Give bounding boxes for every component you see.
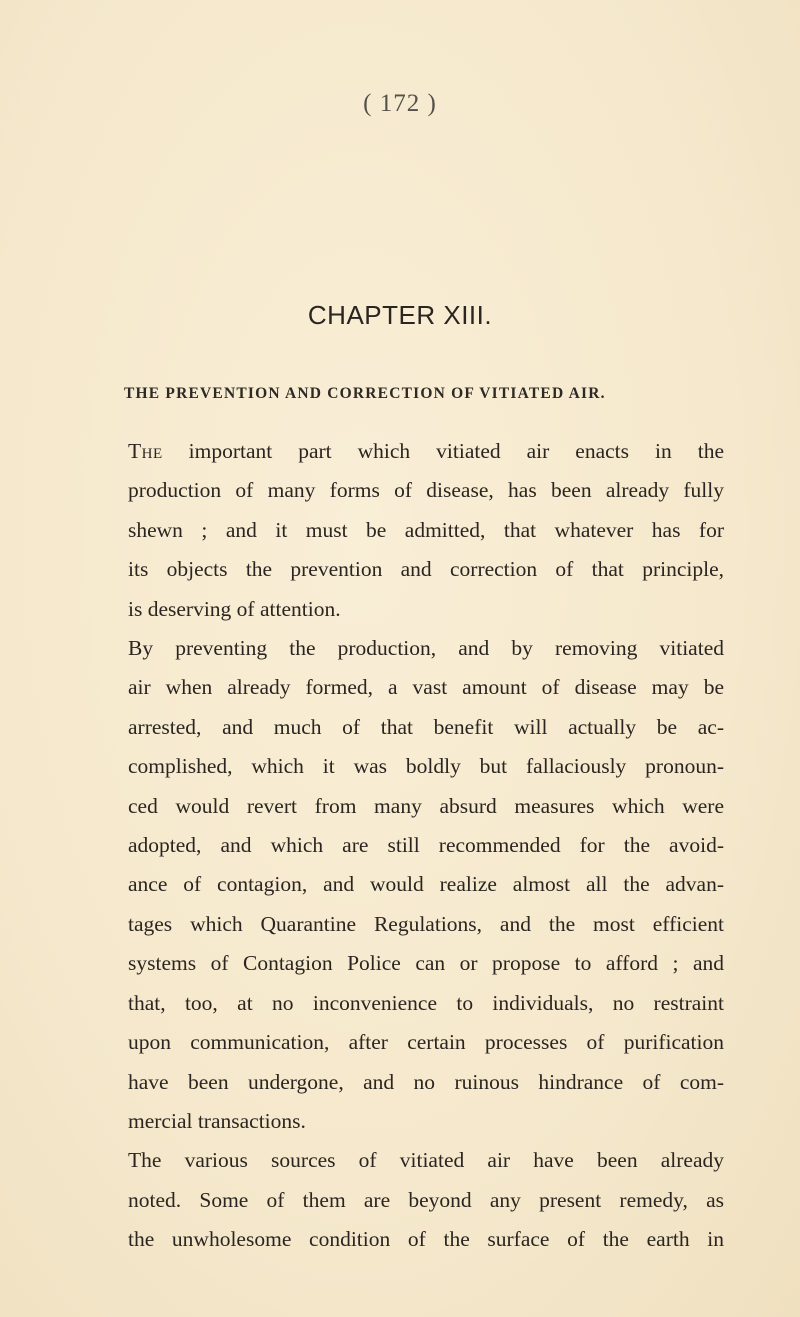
opening-word: The xyxy=(128,439,163,463)
body-text xyxy=(128,432,724,1260)
text-line: The various sources of vitiated air have been already xyxy=(128,1148,724,1173)
text-line-content: important part which vitiated air enacts in the xyxy=(162,439,724,463)
text-line xyxy=(128,432,724,471)
text-line: tages which Quarantine Regulations, and the most efficient xyxy=(128,911,724,936)
text-line: the unwholesome condition of the surface of the earth in xyxy=(128,1227,724,1252)
text-line: ance of contagion, and would realize almost all the advan- xyxy=(128,872,724,897)
chapter-subtitle: THE PREVENTION AND CORRECTION OF VITIATED AIR. xyxy=(124,385,606,402)
text-line: arrested, and much of that benefit will actually be ac- xyxy=(128,714,724,739)
text-line: upon communication, after certain processes of purification xyxy=(128,1030,724,1055)
page-number: ( 172 ) xyxy=(363,90,437,117)
text-line: noted. Some of them are beyond any present remedy, as xyxy=(128,1187,724,1212)
text-line: is deserving of attention. xyxy=(128,596,341,621)
text-line: By preventing the production, and by removing vitiated xyxy=(128,636,724,661)
text-line: air when already formed, a vast amount of disease may be xyxy=(128,675,724,700)
text-line: complished, which it was boldly but fallaciously pronoun- xyxy=(128,754,724,779)
text-line: mercial transactions. xyxy=(128,1108,306,1133)
text-line: production of many forms of disease, has been already fully xyxy=(128,478,724,503)
chapter-heading: CHAPTER XIII. xyxy=(307,300,493,330)
text-line: ced would revert from many absurd measures which were xyxy=(128,793,724,818)
text-line: adopted, and which are still recommended for the avoid- xyxy=(128,833,724,858)
text-line: that, too, at no inconvenience to individuals, no restraint xyxy=(128,990,724,1015)
text-line: systems of Contagion Police can or propose to afford ; and xyxy=(128,951,724,976)
text-line: its objects the prevention and correction of that principle, xyxy=(128,557,724,582)
text-line: have been undergone, and no ruinous hindrance of com- xyxy=(128,1069,724,1094)
text-line: shewn ; and it must be admitted, that whatever has for xyxy=(128,517,724,542)
